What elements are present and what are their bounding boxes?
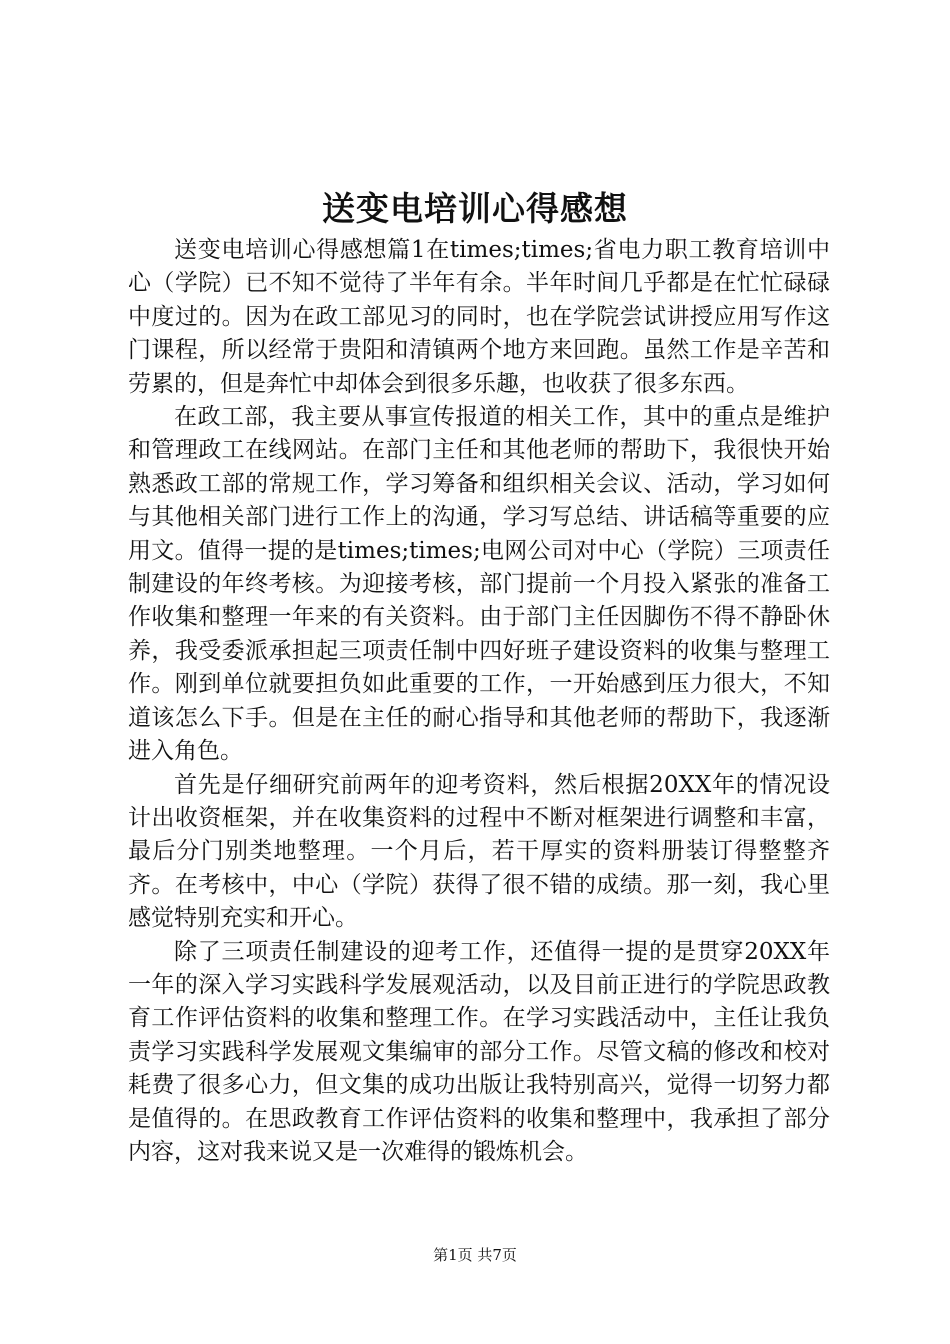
paragraph-2: 在政工部，我主要从事宣传报道的相关工作，其中的重点是维护和管理政工在线网站。在部门主任和其他老师的帮助下，我很快开始熟悉政工部的常规工作，学习筹备和组织相关会议、活动，学习如何与其他相关部门进行工作上的沟通，学习写总结、讲话稿等重要的应用文。值得一提的是times;times;电网公司对中心（学院）三项责任制建设的年终考核。为迎接考核，部门提前一个月投入紧张的准备工作收集和整理一年来的有关资料。由于部门主任因脚伤不得不静卧休养，我受委派承担起三项责任制中四好班子建设资料的收集与整理工作。刚到单位就要担负如此重要的工作，一开始感到压力很大，不知道该怎么下手。但是在主任的耐心指导和其他老师的帮助下，我逐渐进入角色。 (128, 404, 830, 765)
document-body (128, 234, 830, 1169)
page-number-footer: 第1页 共7页 (433, 1246, 517, 1264)
paragraph-3: 首先是仔细研究前两年的迎考资料，然后根据20XX年的情况设计出收资框架，并在收集资料的过程中不断对框架进行调整和丰富，最后分门别类地整理。一个月后，若干厚实的资料册装订得整整齐齐。在考核中，中心（学院）获得了很不错的成绩。那一刻，我心里感觉特别充实和开心。 (128, 771, 830, 932)
paragraph-4: 除了三项责任制建设的迎考工作，还值得一提的是贯穿20XX年一年的深入学习实践科学发展观活动，以及目前正进行的学院思政教育工作评估资料的收集和整理工作。在学习实践活动中，主任让我负责学习实践科学发展观文集编审的部分工作。尽管文稿的修改和校对耗费了很多心力，但文集的成功出版让我特别高兴，觉得一切努力都是值得的。在思政教育工作评估资料的收集和整理中，我承担了部分内容，这对我来说又是一次难得的锻炼机会。 (128, 938, 830, 1165)
document-title: 送变电培训心得感想 (322, 189, 628, 228)
paragraph-1: 送变电培训心得感想篇1在times;times;省电力职工教育培训中心（学院）已不知不觉待了半年有余。半年时间几乎都是在忙忙碌碌中度过的。因为在政工部见习的同时，也在学院尝试讲授应用写作这门课程，所以经常于贵阳和清镇两个地方来回跑。虽然工作是辛苦和劳累的，但是奔忙中却体会到很多乐趣，也收获了很多东西。 (128, 237, 830, 397)
